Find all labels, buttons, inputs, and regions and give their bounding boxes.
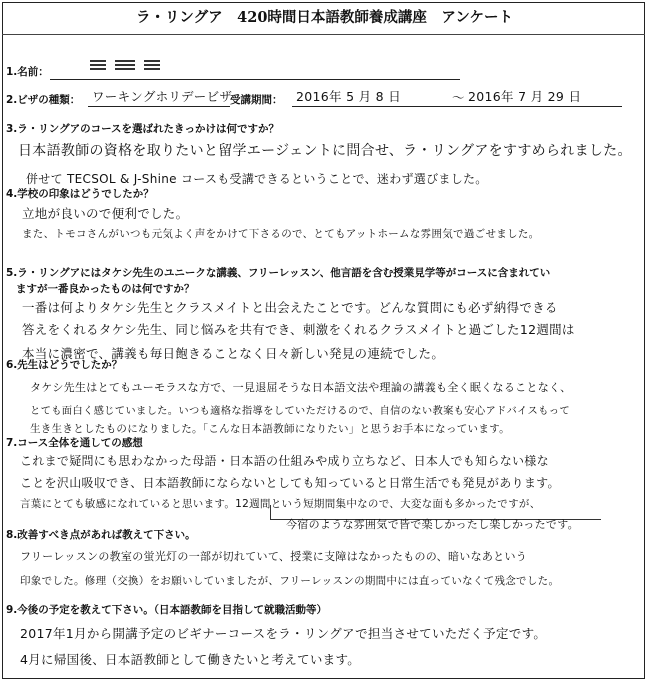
answer-7-line-4: 今宿のような雰囲気で皆で楽しかったし楽しかったです。	[286, 518, 579, 531]
period-start: 2016年 5 月 8 日	[296, 89, 402, 104]
answer-7-line-3: 言葉にとても敏感になれていると思います。12週間という短期間集中なので、大変な面も多かったですが、	[20, 498, 541, 510]
visa-underline	[88, 106, 230, 107]
period-separator: ～	[452, 90, 465, 105]
redacted-name	[90, 60, 160, 72]
answer-9-line-1: 2017年1月から開講予定のビギナーコースをラ・リングアで担当させていただく予定です。	[20, 626, 547, 641]
question-8: 8.改善すべき点があれば教えて下さい。	[6, 529, 196, 541]
answer-5-line-3: 本当に濃密で、講義も毎日飽きることなく日々新しい発見の連続でした。	[22, 346, 445, 361]
answer-7-line-1: これまで疑問にも思わなかった母語・日本語の仕組みや成り立ちなど、日本人でも知らない様な	[20, 454, 549, 468]
period-end: 2016年 7 月 29 日	[468, 89, 582, 104]
question-5-line-2: ますが一番良かったものは何ですか？	[16, 283, 195, 295]
question-4: 4.学校の印象はどうでしたか？	[6, 188, 154, 200]
question-3: 3.ラ・リングアのコースを選ばれたきっかけは何ですか？	[6, 123, 280, 135]
page-title: ラ・リングア 420時間日本語教師養成講座 アンケート	[135, 9, 514, 26]
answer-6-line-3: 生き生きとしたものになりました。「こんな日本語教師になりたい」と思うお手本になっています。	[30, 423, 510, 435]
answer-3-line-1: 日本語教師の資格を取りたいと留学エージェントに問合せ、ラ・リングアをすすめられました。	[18, 143, 632, 159]
answer-4-line-2: また、トモコさんがいつも元気よく声をかけて下さるので、とてもアットホームな雰囲気で過ごせました。	[22, 228, 540, 240]
name-underline	[50, 79, 460, 80]
redaction-mark	[90, 60, 106, 72]
redaction-mark	[144, 60, 160, 72]
name-label: 1.名前：	[6, 66, 49, 78]
visa-value: ワーキングホリデービザ	[92, 89, 233, 104]
title-divider	[2, 34, 645, 35]
answer-6-line-1: タケシ先生はとてもユーモラスな方で、一見退屈そうな日本語文法や理論の講義も全く眠くなることなく、	[30, 381, 572, 394]
question-6: 6.先生はどうでしたか？	[6, 359, 123, 371]
answer-3-line-2: 併せて TECSOL & J-Shine コースも受講できるということで、迷わず選びました。	[26, 172, 488, 186]
period-underline	[292, 106, 622, 107]
question-9: 9.今後の予定を教えて下さい。（日本語教師を目指して就職活動等）	[6, 604, 328, 616]
answer-5-line-1: 一番は何よりタケシ先生とクラスメイトと出会えたことです。どんな質問にも必ず納得できる	[22, 300, 558, 315]
redaction-mark	[115, 60, 135, 72]
answer-4-line-1: 立地が良いので便利でした。	[22, 206, 189, 221]
answer-9-line-2: 4月に帰国後、日本語教師として働きたいと考えています。	[20, 652, 361, 667]
answer-7-line-2: ことを沢山吸収でき、日本語教師にならないとしても知っていると日常生活でも発見があります。	[20, 476, 560, 490]
question-7: 7.コース全体を通しての感想	[6, 437, 143, 449]
question-5-line-1: 5.ラ・リングアにはタケシ先生のユニークな講義、フリーレッスン、他言語を含む授業見学等がコースに含まれてい	[6, 267, 551, 279]
answer-8-line-1: フリーレッスンの教室の蛍光灯の一部が切れていて、授業に支障はなかったものの、暗いなあという	[20, 550, 528, 563]
period-label: 受講期間：	[230, 94, 283, 106]
answer-8-line-2: 印象でした。修理（交換）をお願いしていましたが、フリーレッスンの期間中には直っていなくて残念でした。	[20, 575, 560, 587]
answer-5-line-2: 答えをくれるタケシ先生、同じ悩みを共有でき、刺激をくれるクラスメイトと過ごした12週間は	[22, 322, 575, 337]
answer-6-line-2: とても面白く感じていました。いつも適格な指導をしていただけるので、自信のない教案も安心アドバイスもって	[30, 405, 570, 417]
visa-label: 2.ビザの種類：	[6, 94, 81, 106]
